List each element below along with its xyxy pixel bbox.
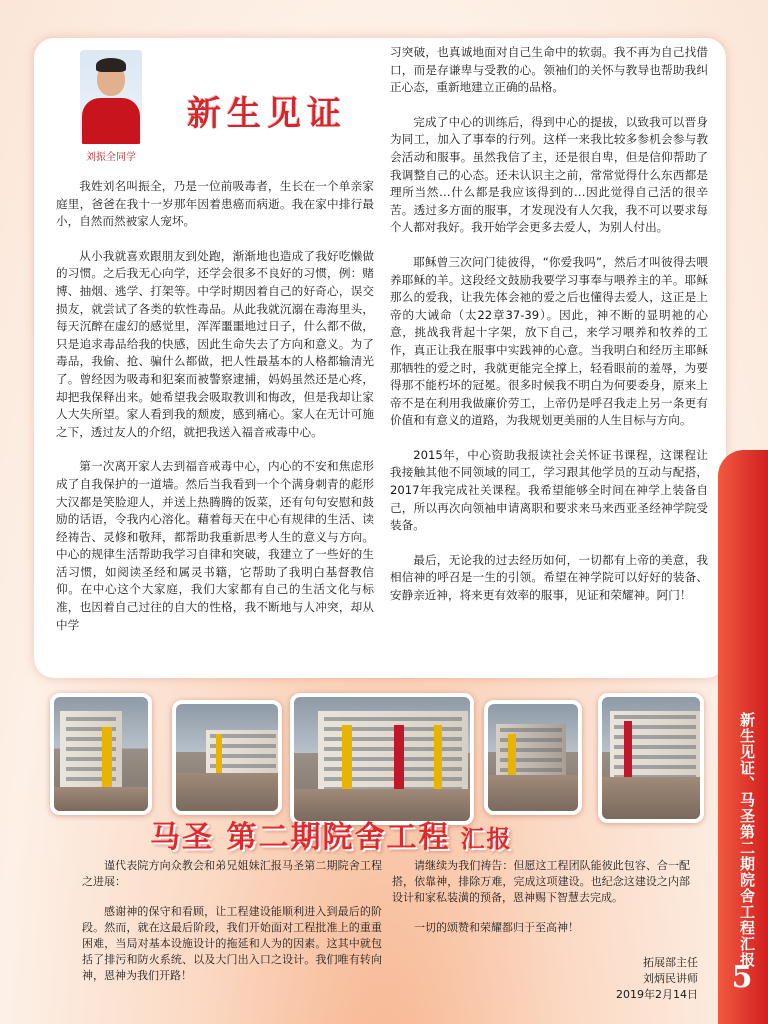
report-paragraph: 请继续为我们祷告：但愿这工程团队能彼此包容、合一配搭，依靠神，排除万难，完成这项建设。也纪念这建设之内部设计和家私装潢的预备，恩神赐下智慧去完成。 (392, 859, 690, 904)
article-right-column (390, 44, 708, 622)
article-paragraph: 我姓刘名叫振全，乃是一位前吸毒者，生长在一个单亲家庭里，爸爸在我十一岁那年因着患癌而病逝。我在家中排行最小，自然而然被家人宠坏。 (56, 179, 374, 229)
report-right-column (392, 858, 690, 950)
article-paragraph: 耶稣曾三次问门徒彼得，“你爱我吗”，然后才叫彼得去喂养耶稣的羊。这段经文鼓励我要学习事奉与喂养主的羊。耶稣那么的爱我，让我先体会祂的爱之后也懂得去爱人，这正是上帝的大诫命（太22章37-39）。因此，神不断的显明祂的心意，挑战我背起十字架，放下自己，来学习喂养和牧养的工作，真正让我在服事中实践神的心意。当我明白和经历主耶稣那牺牲的爱之时，我就更能完全撑上，轻看眼前的羞辱，为要得那不能朽坏的冠冕。很多时候我不明白为何要委身，原来上帝不是在利用我做廉价劳工，上帝仍是呼召我走上另一条更有价值和有意义的道路，为我规划更美丽的人生目标与方向。 (390, 254, 708, 428)
author-caption: 刘振全同学 (86, 152, 136, 163)
report-signature (616, 955, 698, 1003)
article-paragraph: 完成了中心的训练后，得到中心的提拔，以致我可以晋身为同工，加入了事奉的行列。这样一来我比较多参机会参与教会活动和服事。虽然我信了主，还是很自卑，但是信仰帮助了我调整自己的心态。还未认识主之前，常常觉得什么东西都是理所当然…什么都是我应该得到的…因此觉得自己活的很辛苦。透过多方面的服事，才发现没有人欠我，我不可以要求每个人都对我好。我开始学会更多去爱人，为别人付出。 (390, 114, 708, 235)
article-paragraph: 习突破，也真诚地面对自己生命中的软弱。我不再为自己找借口，而是存谦卑与受教的心。领袖们的关怀与教导也帮助我纠正心态，重新地建立正确的品格。 (390, 45, 708, 95)
side-label: 新生见证、马圣第二期院舍工程汇报 (738, 712, 756, 968)
report-left-column (82, 858, 382, 998)
article-paragraph: 从小我就喜欢跟朋友到处跑，渐渐地也造成了我好吃懒做的习惯。之后我无心向学，还学会很多不良好的习惯，例：赌博、抽烟、逃学、打架等。中学时期因着自己的好奇心，误交损友，就尝试了各类的软性毒品。从此我就沉溺在毒海里头，每天沉醉在虚幻的感觉里，浑浑噩噩地过日子，什么都不做，只是追求毒品给我的快感，因此生命失去了方向和意义。为了毒品，我偷、抢、骗什么都做，把人性最基本的人格都输清光了。曾经因为吸毒和犯案而被警察逮捕，妈妈虽然还是心疼，却把我保释出来。她希望我会吸取教训和悔改，但是我却让家人大失所望。家人看到我的颓废，感到痛心。家人在无计可施之下，透过友人的介绍，就把我送入福音戒毒中心。 (56, 248, 374, 439)
article-paragraph: 2015年，中心资助我报读社会关怀证书课程，这课程让我接触其他不同领域的同工，学习跟其他学员的互动与配搭，2017年我完成社关课程。我希望能够全时间在神学上装备自己，所以再次向领袖申请离职和要求来马来西亚圣经神学院受装备。 (390, 447, 708, 533)
article-left-column (56, 178, 374, 651)
report-paragraph: 一切的颂赞和荣耀都归于至高神！ (414, 921, 579, 934)
report-paragraph: 谨代表院方向众教会和弟兄姐妹汇报马圣第二期院舍工程之进展： (82, 859, 382, 888)
signature-position: 拓展部主任 (643, 956, 698, 969)
article-paragraph: 第一次离开家人去到福音戒毒中心，内心的不安和焦虑形成了自我保护的一道墙。然后当我看到一个个满身刺青的彪形大汉都是笑脸迎人，并送上热腾腾的饭菜，还有句句安慰和鼓励的话语，令我内心溶化。藉着每天在中心有规律的生活、读经祷告、灵修和敬拜，都帮助我重新思考人生的意义与方向。中心的规律生活帮助我学习自律和突破，我建立了一些好的生活习惯，如阅读圣经和属灵书籍，它帮助了我明白基督教信仰。在中心这个大家庭，我们大家都有自己的生活文化与标准，也因着自己过往的自大的性格，我不断地与人冲突，却从中学 (56, 459, 374, 632)
project-title-main: 马圣 第二期院舍工程 (150, 820, 451, 855)
construction-photo (50, 693, 152, 815)
construction-photo (172, 700, 282, 815)
report-paragraph: 感谢神的保守和看顾，让工程建设能顺利进入到最后的阶段。然而，就在这最后阶段，我们开始面对工程批准上的重重困难，当局对基本设施设计的拖延和人为的因素。这其中就包括了排污和防火系统、以及大门出入口之设计。我们唯有转向神，恩神为我们开路！ (82, 905, 382, 982)
project-title (150, 812, 512, 856)
construction-photo (484, 700, 582, 815)
construction-photo (598, 693, 704, 823)
page-number: 5 (731, 960, 753, 995)
signature-date: 2019年2月14日 (616, 988, 698, 1001)
author-portrait (80, 50, 142, 144)
article-title: 新生见证 (187, 94, 347, 134)
construction-photo (290, 693, 474, 825)
article-paragraph: 最后，无论我的过去经历如何，一切都有上帝的美意，我相信神的呼召是一生的引领。希望在神学院可以好好的装备、安静亲近神，将来更有效率的服事，见证和荣耀神。阿门！ (390, 552, 708, 603)
signature-name: 刘炳民讲师 (643, 972, 698, 985)
project-title-suffix: 汇报 (460, 825, 513, 853)
